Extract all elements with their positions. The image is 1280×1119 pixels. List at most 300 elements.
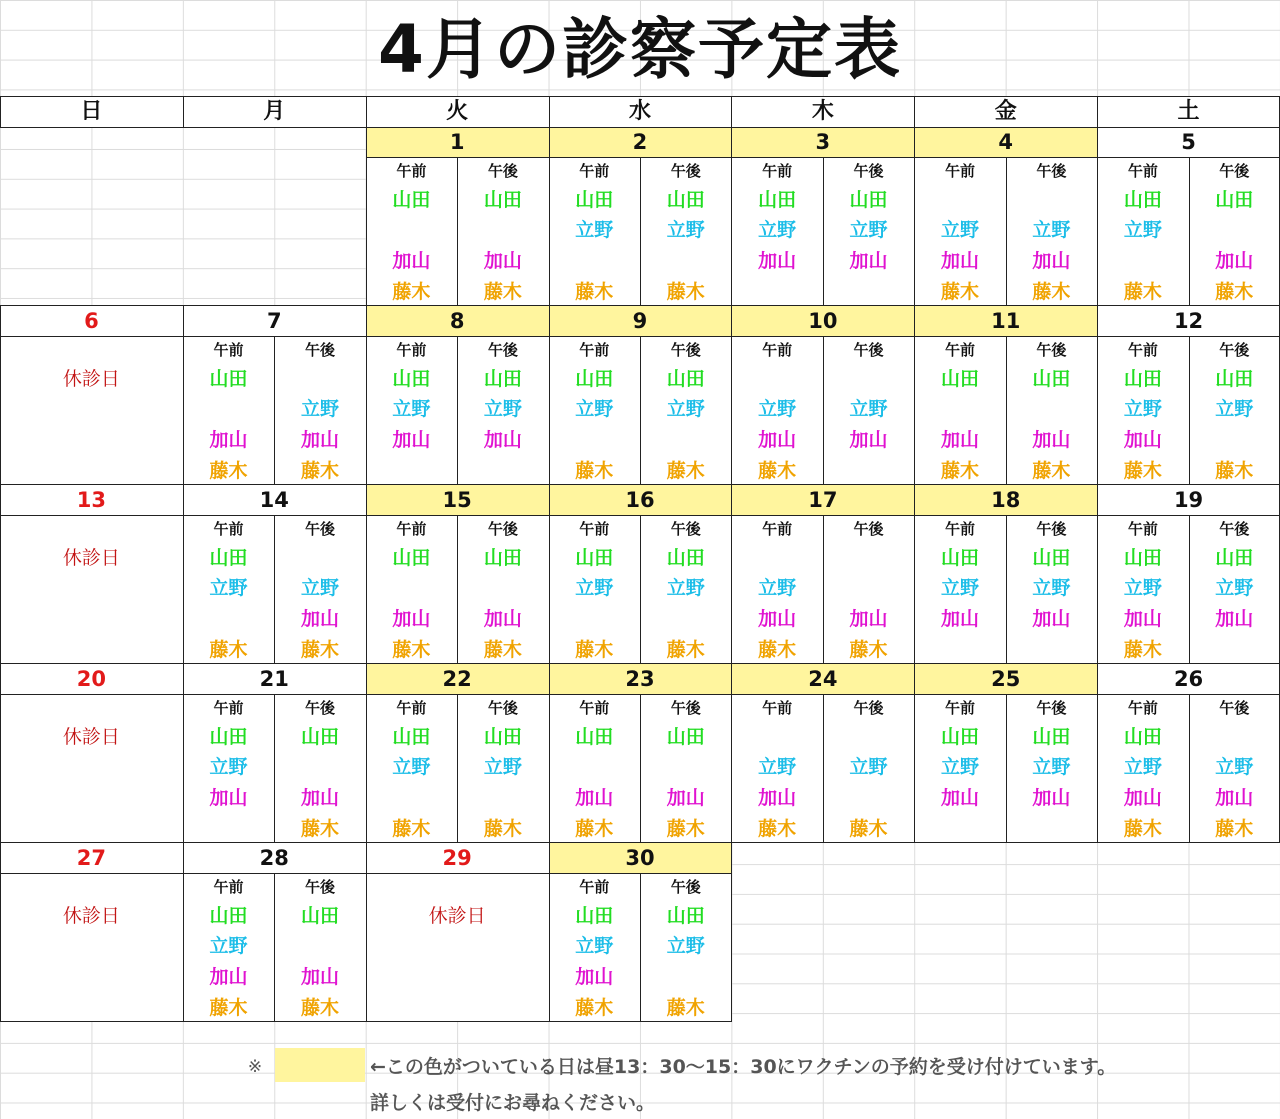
- grid-line-v: [914, 96, 915, 127]
- doctor-am: 山田: [209, 905, 248, 927]
- grid-line-v: [549, 127, 550, 306]
- pm-label: 午後: [304, 520, 335, 538]
- day-cell: [549, 127, 732, 306]
- closed-label: 休診日: [62, 368, 120, 390]
- ampm-divider: [457, 694, 458, 843]
- grid-line-v: [914, 664, 915, 843]
- grid-line-h: [366, 1021, 549, 1022]
- day-number: 2: [549, 127, 732, 157]
- grid-line-h: [0, 127, 1280, 128]
- doctor-pm: 藤木: [666, 281, 705, 303]
- day-number: 5: [1181, 130, 1196, 154]
- doctor-pm: 藤木: [666, 460, 705, 482]
- doctor-am: 立野: [1123, 398, 1162, 420]
- grid-line-v: [0, 306, 1, 485]
- am-label: 午前: [213, 878, 244, 896]
- am-label: 午前: [944, 699, 975, 717]
- date-underline: [0, 694, 183, 695]
- doctor-pm: 藤木: [483, 639, 522, 661]
- doctor-am: 山田: [758, 189, 797, 211]
- day-cell: [914, 127, 1097, 306]
- date-underline: [914, 157, 1097, 158]
- grid-line-v: [1097, 96, 1098, 127]
- date-underline: [0, 336, 183, 337]
- doctor-am: 加山: [575, 966, 614, 988]
- doctor-pm: 山田: [1032, 726, 1071, 748]
- weekday-header: 金: [914, 96, 1097, 127]
- doctor-pm: 藤木: [300, 460, 339, 482]
- grid-line-v: [549, 96, 550, 127]
- grid-line-v: [0, 96, 1, 127]
- page-title: 4月の診察予定表: [378, 11, 902, 88]
- doctor-pm: 立野: [849, 398, 888, 420]
- grid-line-h: [1097, 484, 1280, 485]
- date-underline: [1097, 157, 1280, 158]
- pm-label: 午後: [304, 878, 335, 896]
- day-number: 17: [731, 485, 914, 515]
- doctor-am: 藤木: [1123, 281, 1162, 303]
- grid-line-v: [0, 664, 1, 843]
- grid-line-v: [183, 485, 184, 664]
- doctor-pm: 加山: [1032, 429, 1071, 451]
- am-label: 午前: [762, 520, 793, 538]
- doctor-am: 加山: [758, 250, 797, 272]
- doctor-am: 加山: [940, 787, 979, 809]
- day-cell: [183, 485, 366, 664]
- date-underline: [183, 694, 366, 695]
- doctor-am: 藤木: [940, 281, 979, 303]
- doctor-pm: 山田: [300, 905, 339, 927]
- pm-label: 午後: [1036, 520, 1067, 538]
- day-cell: [0, 485, 183, 664]
- weekday-header: 土: [1097, 96, 1280, 127]
- pm-label: 午後: [853, 162, 884, 180]
- am-label: 午前: [396, 520, 427, 538]
- doctor-am: 加山: [940, 250, 979, 272]
- ampm-divider: [457, 157, 458, 306]
- grid-line-h: [1097, 663, 1280, 664]
- grid-line-v: [0, 843, 1, 1022]
- day-number: 7: [266, 309, 282, 333]
- doctor-am: 立野: [209, 935, 248, 957]
- ampm-divider: [457, 336, 458, 485]
- doctor-pm: 立野: [1032, 219, 1071, 241]
- ampm-divider: [823, 157, 824, 306]
- grid-line-v: [366, 843, 367, 1022]
- doctor-am: 加山: [940, 608, 979, 630]
- grid-line-v: [0, 485, 1, 664]
- grid-line-v: [1097, 664, 1098, 843]
- pm-label: 午後: [487, 520, 518, 538]
- doctor-pm: 藤木: [1215, 281, 1254, 303]
- doctor-am: 藤木: [758, 818, 797, 840]
- date-underline: [731, 157, 914, 158]
- am-label: 午前: [579, 341, 610, 359]
- closed-label: 休診日: [62, 726, 120, 748]
- date-underline: [183, 515, 366, 516]
- grid-line-v: [183, 664, 184, 843]
- date-underline: [731, 694, 914, 695]
- doctor-pm: 藤木: [1032, 460, 1071, 482]
- am-label: 午前: [1127, 699, 1158, 717]
- doctor-am: 立野: [1123, 219, 1162, 241]
- grid-line-h: [183, 842, 366, 843]
- grid-line-h: [549, 1021, 732, 1022]
- doctor-pm: 立野: [849, 756, 888, 778]
- doctor-am: 山田: [575, 189, 614, 211]
- day-cell: [366, 127, 549, 306]
- day-number: 16: [549, 485, 732, 515]
- grid-line-h: [0, 663, 183, 664]
- doctor-pm: 山田: [300, 726, 339, 748]
- day-number: 1: [366, 127, 549, 157]
- grid-line-v: [366, 96, 367, 127]
- am-label: 午前: [1127, 520, 1158, 538]
- pm-label: 午後: [487, 162, 518, 180]
- doctor-pm: 立野: [666, 219, 705, 241]
- doctor-am: 山田: [575, 726, 614, 748]
- doctor-pm: 山田: [1215, 547, 1254, 569]
- doctor-am: 山田: [1123, 726, 1162, 748]
- doctor-pm: 藤木: [300, 818, 339, 840]
- pm-label: 午後: [670, 520, 701, 538]
- day-number: 20: [76, 667, 107, 691]
- day-cell: [183, 843, 366, 1022]
- doctor-am: 山田: [575, 905, 614, 927]
- grid-line-v: [366, 664, 367, 843]
- pm-label: 午後: [1036, 162, 1067, 180]
- day-cell: [549, 485, 732, 664]
- doctor-pm: 立野: [1032, 577, 1071, 599]
- day-cell: [0, 306, 183, 485]
- am-label: 午前: [579, 162, 610, 180]
- grid-line-h: [183, 305, 366, 306]
- day-number: 19: [1173, 488, 1204, 512]
- doctor-am: 立野: [209, 577, 248, 599]
- grid-line-h: [549, 305, 732, 306]
- doctor-pm: 加山: [483, 608, 522, 630]
- date-underline: [914, 515, 1097, 516]
- pm-label: 午後: [670, 341, 701, 359]
- inquiry-note: 詳しくは受付にお尋ねください。: [370, 1092, 656, 1114]
- grid-line-v: [366, 127, 367, 306]
- ampm-divider: [1006, 336, 1007, 485]
- doctor-pm: 山田: [1032, 547, 1071, 569]
- doctor-am: 加山: [1123, 787, 1162, 809]
- pm-label: 午後: [670, 162, 701, 180]
- grid-line-h: [0, 1021, 183, 1022]
- ampm-divider: [274, 873, 275, 1022]
- day-cell: [366, 306, 549, 485]
- grid-line-h: [549, 484, 732, 485]
- doctor-pm: 立野: [1215, 398, 1254, 420]
- am-label: 午前: [762, 699, 793, 717]
- am-label: 午前: [944, 162, 975, 180]
- day-number: 13: [76, 488, 107, 512]
- pm-label: 午後: [1219, 162, 1250, 180]
- day-number: 30: [549, 843, 732, 873]
- grid-line-h: [914, 484, 1097, 485]
- grid-line-h: [0, 96, 1280, 97]
- doctor-am: 加山: [209, 966, 248, 988]
- date-underline: [549, 515, 732, 516]
- doctor-pm: 立野: [666, 398, 705, 420]
- doctor-pm: 藤木: [300, 997, 339, 1019]
- doctor-am: 加山: [1123, 608, 1162, 630]
- grid-line-v: [731, 127, 732, 306]
- grid-line-h: [914, 842, 1097, 843]
- ampm-divider: [1189, 157, 1190, 306]
- doctor-am: 山田: [940, 547, 979, 569]
- ampm-divider: [274, 694, 275, 843]
- doctor-pm: 山田: [666, 905, 705, 927]
- pm-label: 午後: [1219, 699, 1250, 717]
- doctor-pm: 立野: [1215, 756, 1254, 778]
- grid-line-v: [914, 485, 915, 664]
- doctor-pm: 加山: [483, 250, 522, 272]
- doctor-pm: 加山: [300, 429, 339, 451]
- doctor-pm: 藤木: [1215, 460, 1254, 482]
- day-number: 10: [731, 306, 914, 336]
- day-number: 25: [914, 664, 1097, 694]
- ampm-divider: [640, 157, 641, 306]
- pm-label: 午後: [670, 699, 701, 717]
- grid-line-h: [0, 305, 183, 306]
- day-cell: [549, 664, 732, 843]
- am-label: 午前: [579, 520, 610, 538]
- grid-line-v: [183, 843, 184, 1022]
- doctor-am: 加山: [575, 787, 614, 809]
- doctor-am: 加山: [940, 429, 979, 451]
- ampm-divider: [1189, 515, 1190, 664]
- doctor-pm: 藤木: [483, 281, 522, 303]
- doctor-am: 立野: [575, 219, 614, 241]
- doctor-pm: 山田: [483, 189, 522, 211]
- grid-line-h: [549, 663, 732, 664]
- day-cell: [914, 306, 1097, 485]
- doctor-am: 加山: [758, 608, 797, 630]
- doctor-am: 山田: [209, 726, 248, 748]
- ampm-divider: [274, 515, 275, 664]
- date-underline: [366, 336, 549, 337]
- grid-line-v: [549, 664, 550, 843]
- am-label: 午前: [762, 341, 793, 359]
- doctor-pm: 加山: [300, 966, 339, 988]
- doctor-am: 藤木: [209, 639, 248, 661]
- day-cell: [549, 306, 732, 485]
- grid-line-h: [366, 484, 549, 485]
- doctor-am: 立野: [1123, 756, 1162, 778]
- pm-label: 午後: [1036, 341, 1067, 359]
- grid-line-h: [183, 484, 366, 485]
- day-cell: [549, 843, 732, 1022]
- doctor-pm: 山田: [666, 547, 705, 569]
- weekday-header: 月: [183, 96, 366, 127]
- grid-line-v: [914, 306, 915, 485]
- grid-line-v: [366, 306, 367, 485]
- pm-label: 午後: [304, 341, 335, 359]
- date-underline: [366, 694, 549, 695]
- doctor-pm: 山田: [1215, 368, 1254, 390]
- doctor-am: 山田: [392, 726, 431, 748]
- am-label: 午前: [213, 520, 244, 538]
- doctor-am: 加山: [392, 250, 431, 272]
- doctor-pm: 山田: [483, 726, 522, 748]
- doctor-am: 藤木: [758, 460, 797, 482]
- am-label: 午前: [396, 162, 427, 180]
- doctor-pm: 立野: [1215, 577, 1254, 599]
- doctor-pm: 加山: [1215, 250, 1254, 272]
- doctor-pm: 藤木: [849, 639, 888, 661]
- doctor-pm: 藤木: [666, 818, 705, 840]
- date-underline: [549, 873, 732, 874]
- day-cell: [731, 664, 914, 843]
- date-underline: [549, 694, 732, 695]
- doctor-pm: 立野: [849, 219, 888, 241]
- day-cell: [366, 485, 549, 664]
- doctor-pm: 立野: [1032, 756, 1071, 778]
- date-underline: [0, 873, 183, 874]
- day-cell: [1097, 664, 1280, 843]
- date-underline: [731, 336, 914, 337]
- doctor-am: 藤木: [1123, 818, 1162, 840]
- grid-line-h: [366, 663, 549, 664]
- doctor-pm: 藤木: [300, 639, 339, 661]
- doctor-pm: 藤木: [1215, 818, 1254, 840]
- doctor-pm: 山田: [849, 189, 888, 211]
- date-underline: [1097, 694, 1280, 695]
- doctor-pm: 山田: [666, 726, 705, 748]
- doctor-am: 立野: [758, 398, 797, 420]
- pm-label: 午後: [853, 520, 884, 538]
- grid-line-v: [731, 485, 732, 664]
- grid-line-h: [183, 1021, 366, 1022]
- doctor-am: 藤木: [392, 818, 431, 840]
- doctor-pm: 山田: [1032, 368, 1071, 390]
- doctor-am: 藤木: [940, 460, 979, 482]
- grid-line-v: [1097, 306, 1098, 485]
- pm-label: 午後: [1219, 520, 1250, 538]
- day-cell: [366, 843, 549, 1022]
- grid-line-v: [731, 843, 732, 1022]
- doctor-am: 加山: [758, 429, 797, 451]
- doctor-am: 山田: [940, 726, 979, 748]
- day-number: 8: [366, 306, 549, 336]
- grid-line-h: [366, 305, 549, 306]
- doctor-am: 藤木: [209, 997, 248, 1019]
- date-underline: [366, 515, 549, 516]
- doctor-am: 藤木: [1123, 639, 1162, 661]
- date-underline: [914, 336, 1097, 337]
- grid-line-h: [914, 305, 1097, 306]
- pm-label: 午後: [853, 699, 884, 717]
- day-cell: [914, 485, 1097, 664]
- doctor-pm: 立野: [300, 577, 339, 599]
- doctor-am: 山田: [1123, 189, 1162, 211]
- day-number: 15: [366, 485, 549, 515]
- am-label: 午前: [944, 520, 975, 538]
- doctor-am: 加山: [209, 787, 248, 809]
- doctor-pm: 加山: [483, 429, 522, 451]
- day-number: 14: [259, 488, 289, 512]
- doctor-am: 山田: [392, 547, 431, 569]
- day-cell: [731, 306, 914, 485]
- pm-label: 午後: [487, 341, 518, 359]
- doctor-am: 山田: [1123, 368, 1162, 390]
- date-underline: [914, 694, 1097, 695]
- closed-label: 休診日: [62, 905, 120, 927]
- doctor-pm: 藤木: [666, 639, 705, 661]
- date-underline: [0, 515, 183, 516]
- doctor-am: 加山: [209, 429, 248, 451]
- date-underline: [1097, 515, 1280, 516]
- day-number: 27: [76, 846, 107, 870]
- doctor-am: 立野: [392, 756, 431, 778]
- grid-line-v: [549, 843, 550, 1022]
- doctor-am: 藤木: [575, 460, 614, 482]
- pm-label: 午後: [487, 699, 518, 717]
- day-number: 6: [84, 309, 99, 333]
- day-number: 29: [442, 846, 472, 870]
- doctor-am: 立野: [209, 756, 248, 778]
- weekday-header: 水: [549, 96, 732, 127]
- ampm-divider: [823, 694, 824, 843]
- ampm-divider: [457, 515, 458, 664]
- day-number: 28: [259, 846, 289, 870]
- am-label: 午前: [1127, 341, 1158, 359]
- grid-line-v: [549, 306, 550, 485]
- day-cell: [0, 843, 183, 1022]
- day-number: 9: [549, 306, 732, 336]
- doctor-pm: 加山: [1215, 608, 1254, 630]
- date-underline: [731, 515, 914, 516]
- doctor-pm: 立野: [666, 935, 705, 957]
- date-underline: [366, 157, 549, 158]
- doctor-pm: 立野: [666, 577, 705, 599]
- ampm-divider: [1189, 694, 1190, 843]
- doctor-am: 山田: [1123, 547, 1162, 569]
- day-number: 26: [1173, 667, 1204, 691]
- day-cell: [1097, 127, 1280, 306]
- grid-line-v: [183, 96, 184, 127]
- day-cell: [0, 664, 183, 843]
- day-number: 22: [366, 664, 549, 694]
- doctor-am: 山田: [392, 189, 431, 211]
- doctor-pm: 加山: [1215, 787, 1254, 809]
- doctor-am: 立野: [758, 219, 797, 241]
- ampm-divider: [274, 336, 275, 485]
- doctor-pm: 加山: [666, 787, 705, 809]
- day-number: 24: [731, 664, 914, 694]
- am-label: 午前: [213, 699, 244, 717]
- grid-line-h: [183, 663, 366, 664]
- doctor-am: 山田: [392, 368, 431, 390]
- day-cell: [731, 485, 914, 664]
- doctor-am: 山田: [209, 368, 248, 390]
- doctor-am: 藤木: [758, 639, 797, 661]
- doctor-pm: 山田: [666, 189, 705, 211]
- weekday-header: 木: [731, 96, 914, 127]
- grid-line-v: [731, 664, 732, 843]
- doctor-pm: 加山: [300, 608, 339, 630]
- doctor-pm: 加山: [1032, 787, 1071, 809]
- doctor-am: 山田: [575, 368, 614, 390]
- am-label: 午前: [944, 341, 975, 359]
- doctor-am: 藤木: [575, 818, 614, 840]
- doctor-am: 藤木: [575, 997, 614, 1019]
- day-cell: [183, 664, 366, 843]
- day-cell: [183, 306, 366, 485]
